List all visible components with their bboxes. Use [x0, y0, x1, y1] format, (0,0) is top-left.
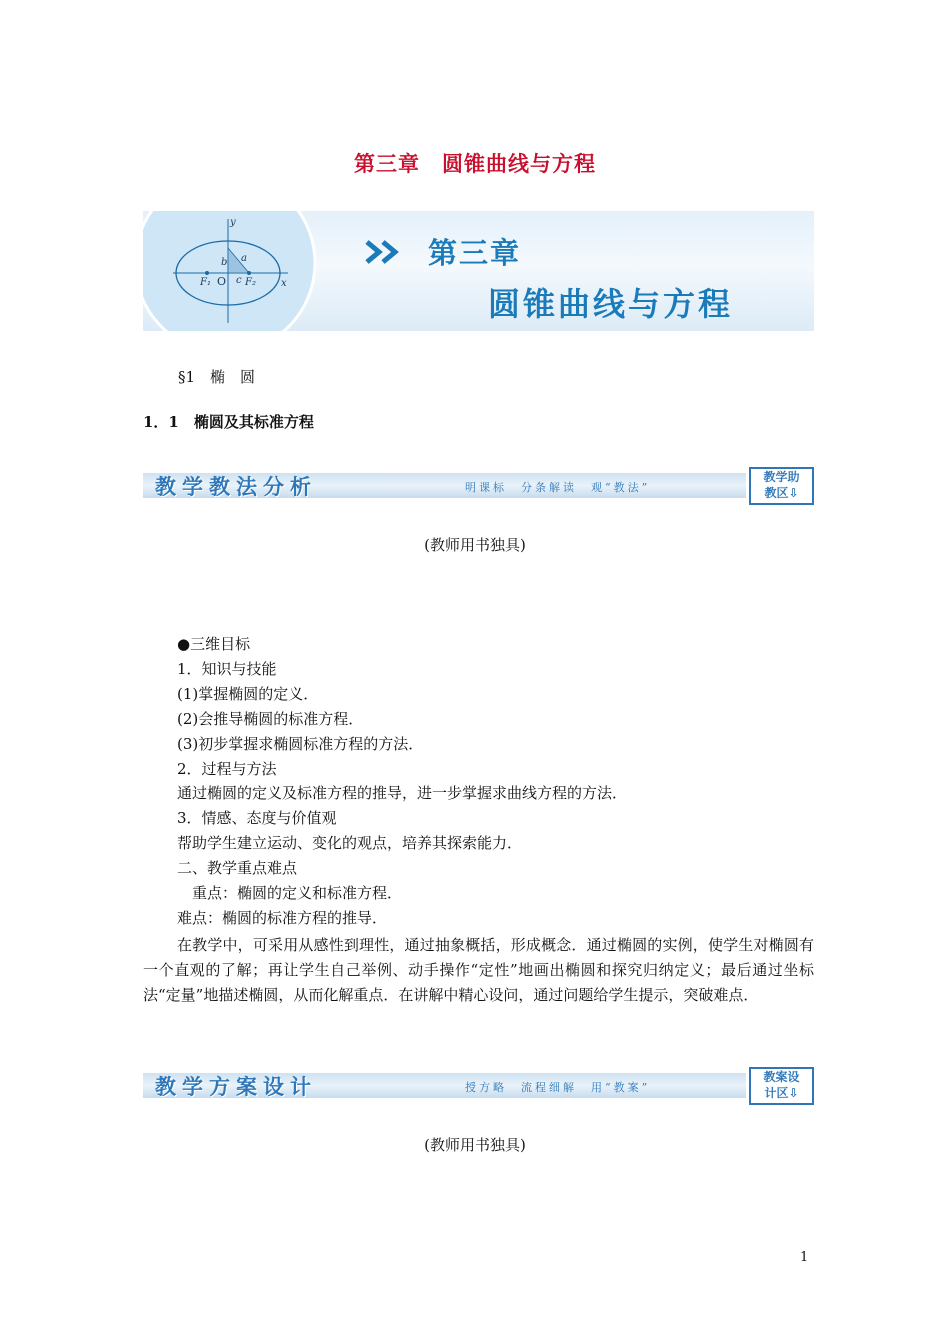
body-line: 二、教学重点难点: [177, 859, 298, 878]
chapter-hero-banner: [143, 211, 814, 331]
figure-label-f1: F₁: [200, 277, 211, 288]
teacher-note: (教师用书独具): [424, 1136, 526, 1154]
figure-label-c: c: [236, 275, 242, 286]
box-line1: 教案设: [763, 1070, 800, 1084]
figure-label-x: x: [281, 278, 287, 289]
subsection-heading: 1．1 椭圆及其标准方程: [143, 413, 314, 431]
teacher-note: (教师用书独具): [424, 536, 526, 554]
figure-label-b: b: [221, 257, 228, 268]
banner-slogan: 明课标 分条解读 观“教法”: [465, 481, 651, 494]
figure-label-f2: F₂: [245, 277, 256, 288]
body-line: (2)会推导椭圆的标准方程．: [177, 709, 364, 728]
body-line: 难点：椭圆的标准方程的推导．: [177, 908, 388, 927]
hero-chapter-label: 第三章: [428, 236, 522, 270]
banner-title: 教学教法分析: [155, 475, 317, 499]
body-line: 1．知识与技能: [177, 659, 277, 678]
lesson-design-banner: [143, 1067, 814, 1105]
banner-slogan: 授方略 流程细解 用“教案”: [465, 1081, 651, 1094]
box-line2: 教区⇩: [764, 486, 799, 500]
body-line: (3)初步掌握求椭圆标准方程的方法．: [177, 734, 424, 753]
page-number: 1: [800, 1250, 809, 1265]
body-line: 通过椭圆的定义及标准方程的推导，进一步掌握求曲线方程的方法．: [177, 784, 628, 803]
teaching-paragraph: 在教学中，可采用从感性到理性，通过抽象概括，形成概念．通过椭圆的实例，使学生对椭圆有一个直观的了解；再让学生自己举例、动手操作“定性”地画出椭圆和探究归纳定义；最后通过坐标法“定量”地描述椭圆，从而化解重点．在讲解中精心设问，通过问题给学生提示，突破难点．: [143, 936, 814, 1004]
body-line: 帮助学生建立运动、变化的观点，培养其探索能力．: [177, 834, 523, 853]
section-heading: §1 椭 圆: [178, 368, 256, 386]
box-line1: 教学助: [763, 470, 800, 484]
banner-title: 教学方案设计: [155, 1075, 317, 1099]
chevrons-icon: [365, 240, 405, 264]
lesson-design-zone-button[interactable]: [749, 1067, 814, 1105]
ellipse-figure-icon: [143, 211, 333, 331]
figure-label-a: a: [241, 253, 247, 264]
body-line: (1)掌握椭圆的定义．: [177, 684, 319, 703]
box-line2: 计区⇩: [764, 1086, 799, 1100]
teaching-aid-zone-button[interactable]: [749, 467, 814, 505]
figure-label-y: y: [230, 217, 236, 228]
body-line: 重点：椭圆的定义和标准方程．: [177, 884, 403, 903]
objectives-body: [177, 632, 627, 931]
teaching-analysis-banner: [143, 467, 814, 505]
figure-label-o: O: [217, 275, 227, 288]
body-line: 2．过程与方法: [177, 759, 277, 778]
hero-chapter-subtitle: 圆锥曲线与方程: [488, 285, 734, 323]
body-line: 3．情感、态度与价值观: [177, 809, 337, 828]
body-line: ●三维目标: [177, 635, 251, 653]
chapter-title: 第三章 圆锥曲线与方程: [354, 151, 596, 176]
